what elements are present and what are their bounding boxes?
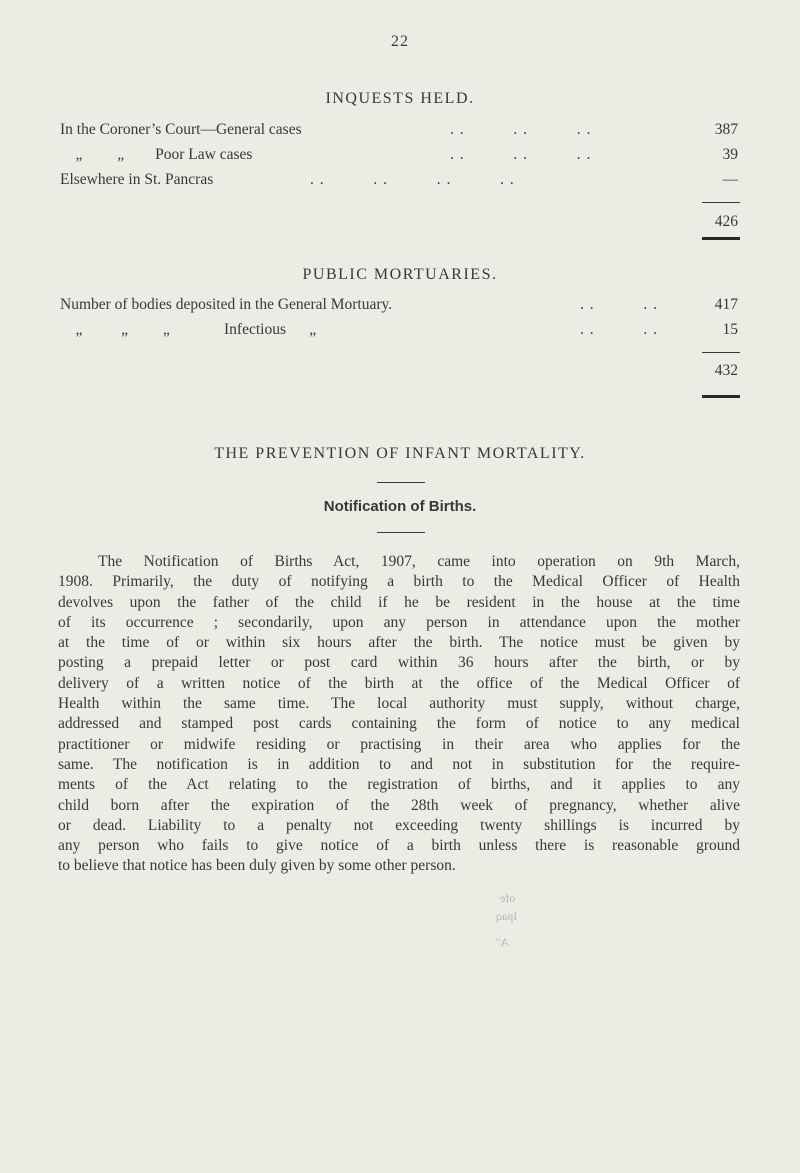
row-value: 387 xyxy=(714,121,738,138)
paragraph-line: of its occurrence ; secondarily, upon any person in attendance upon the mother xyxy=(58,613,740,631)
paragraph-line: ments of the Act relating to the registration of births, and it applies to any xyxy=(58,776,740,794)
paragraph-line: addressed and stamped post cards containing the form of notice to any medical xyxy=(58,715,740,733)
total-rule xyxy=(702,395,740,398)
leader-dots: . . . . . . . . xyxy=(310,171,515,188)
mortuaries-heading: PUBLIC MORTUARIES. xyxy=(302,266,498,283)
page-number: 22 xyxy=(391,33,409,50)
mortuaries-row xyxy=(60,296,738,316)
row-value: 15 xyxy=(722,321,738,338)
paragraph-line: or dead. Liability to a penalty not exceeding twenty shillings is incurred by xyxy=(58,816,740,834)
row-value: 417 xyxy=(714,296,738,313)
row-label: „ „ Poor Law cases xyxy=(60,146,253,163)
divider xyxy=(377,482,425,483)
paragraph-line: Health within the same time. The local authority must supply, without charge, xyxy=(58,695,740,713)
show-through-mark: ofe xyxy=(500,891,516,905)
row-label: Number of bodies deposited in the General Mortuary. xyxy=(60,296,393,313)
paragraph-line: The Notification of Births Act, 1907, came into operation on 9th March, xyxy=(98,553,740,570)
paragraph-line: 1908. Primarily, the duty of notifying a birth to the Medical Officer of Health xyxy=(58,573,740,591)
total-rule xyxy=(702,237,740,240)
inquests-heading: INQUESTS HELD. xyxy=(325,90,475,107)
row-label: In the Coroner’s Court—General cases xyxy=(60,121,302,138)
inquests-row xyxy=(60,146,738,166)
leader-dots: . . . . . . xyxy=(450,146,592,163)
divider xyxy=(377,532,425,533)
notification-paragraph xyxy=(58,552,740,877)
paragraph-line: any person who fails to give notice of a birth unless there is reasonable ground xyxy=(58,837,740,855)
paragraph-line: posting a prepaid letter or post card within 36 hours after the birth, or by xyxy=(58,654,740,672)
inquests-row xyxy=(60,121,738,141)
paragraph-line: child born after the expiration of the 28th week of pregnancy, whether alive xyxy=(58,796,740,814)
show-through-mark: Ipaq xyxy=(496,909,518,923)
paragraph-line: devolves upon the father of the child if he be resident in the house at the time xyxy=(58,593,740,611)
sum-rule xyxy=(702,352,740,353)
paragraph-line: same. The notification is in addition to and not in substitution for the require- xyxy=(58,755,740,773)
row-value: 39 xyxy=(722,146,738,163)
row-label: Elsewhere in St. Pancras xyxy=(60,171,214,188)
infant-mortality-heading: THE PREVENTION OF INFANT MORTALITY. xyxy=(214,445,586,462)
mortuaries-total: 432 xyxy=(714,362,738,379)
sum-rule xyxy=(702,202,740,203)
inquests-total: 426 xyxy=(714,213,738,230)
leader-dots: . . . . . . xyxy=(450,121,592,138)
leader-dots: . . . . xyxy=(580,296,658,313)
row-value: — xyxy=(722,171,738,188)
section-title: Notification of Births. xyxy=(323,498,477,515)
paragraph-line: to believe that notice has been duly given by some other person. xyxy=(58,857,456,875)
mortuaries-row xyxy=(60,321,738,341)
inquests-row xyxy=(60,171,738,191)
paragraph-line: delivery of a written notice of the birth at the office of the Medical Officer of xyxy=(58,674,740,692)
paragraph-line: at the time of or within six hours after the birth. The notice must be given by xyxy=(58,634,740,652)
row-label: „ „ „ Infectious „ xyxy=(60,321,317,338)
show-through-mark: A'' xyxy=(496,935,509,949)
leader-dots: . . . . xyxy=(580,321,658,338)
paragraph-line: practitioner or midwife residing or practising in their area who applies for the xyxy=(58,735,740,753)
